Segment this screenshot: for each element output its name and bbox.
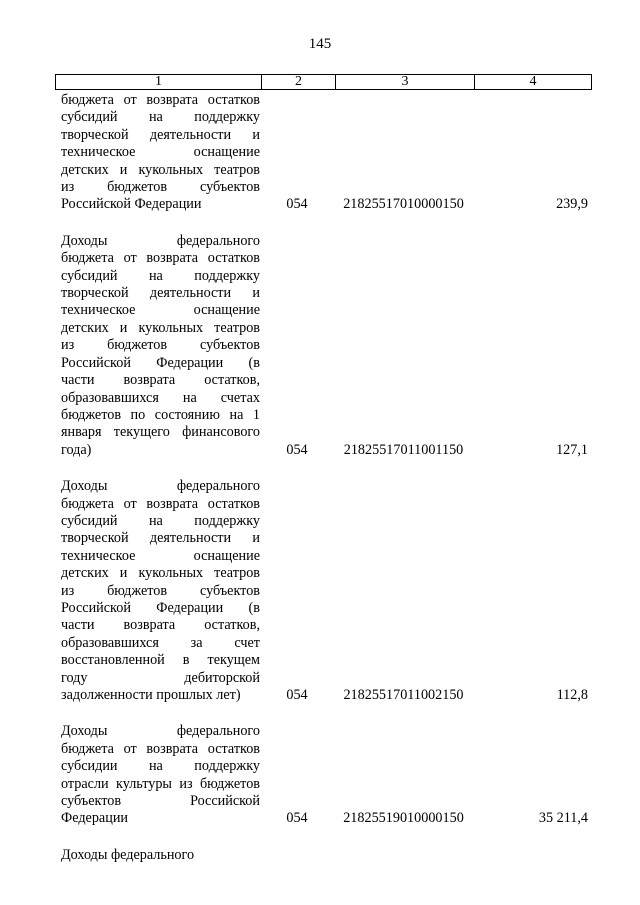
description-line: из бюджетов субъектов xyxy=(61,179,260,196)
description-line: Доходы федерального xyxy=(61,846,195,863)
description-line: образовавшихся на счетах xyxy=(61,389,260,406)
admin-code: 054 xyxy=(286,687,308,703)
description-line: творческой деятельности и xyxy=(61,530,260,547)
description-line: детских и кукольных театров xyxy=(61,319,260,336)
admin-code: 054 xyxy=(286,441,308,458)
table-body xyxy=(55,92,592,883)
description-line: образовавшихся за счет xyxy=(61,634,260,651)
description-line: января текущего финансового xyxy=(61,424,260,441)
description-line: из бюджетов субъектов xyxy=(61,582,260,599)
description-line: творческой деятельности и xyxy=(61,126,260,143)
description-line: техническое оснащение xyxy=(61,302,260,319)
table-row xyxy=(55,233,592,459)
description-line: бюджета от возврата остатков xyxy=(61,250,260,267)
amount: 239,9 xyxy=(556,196,588,213)
description-line: задолженности прошлых лет) xyxy=(61,687,241,703)
header-col-1: 1 xyxy=(155,74,162,89)
table-row xyxy=(55,847,592,864)
description-line: субсидии на поддержку xyxy=(61,758,260,775)
description-line: бюджетов по состоянию на 1 xyxy=(61,406,260,423)
description-line: части возврата остатков, xyxy=(61,372,260,389)
description-line: Доходы федерального xyxy=(61,478,260,495)
income-description xyxy=(55,233,260,459)
description-line: Федерации xyxy=(61,810,129,827)
admin-code: 054 xyxy=(286,810,308,827)
amount: 35 211,4 xyxy=(538,810,588,827)
income-description xyxy=(55,478,260,704)
income-description xyxy=(55,847,260,864)
description-line: субсидий на поддержку xyxy=(61,267,260,284)
description-line: года) xyxy=(61,441,92,458)
description-line: отрасли культуры из бюджетов xyxy=(61,775,260,792)
header-col-2: 2 xyxy=(261,75,335,89)
amount: 112,8 xyxy=(556,687,588,703)
description-line: бюджета от возврата остатков xyxy=(61,495,260,512)
header-col-4: 4 xyxy=(474,75,591,89)
kbk-code: 21825519010000150 xyxy=(343,810,464,827)
description-line: восстановленной в текущем xyxy=(61,652,260,669)
description-line: техническое оснащение xyxy=(61,547,260,564)
description-line: субсидий на поддержку xyxy=(61,512,260,529)
kbk-code: 21825517011001150 xyxy=(343,441,464,458)
amount: 127,1 xyxy=(556,441,588,458)
description-line: Российской Федерации xyxy=(61,196,202,213)
description-line: субсидий на поддержку xyxy=(61,109,260,126)
description-line: Доходы федерального xyxy=(61,232,260,249)
kbk-code: 21825517010000150 xyxy=(343,196,464,213)
table-header xyxy=(55,74,592,90)
page-number: 145 xyxy=(308,36,332,52)
description-line: бюджета от возврата остатков xyxy=(61,740,260,757)
admin-code: 054 xyxy=(286,196,308,213)
header-col-3: 3 xyxy=(335,75,474,89)
description-line: части возврата остатков, xyxy=(61,617,260,634)
table-row xyxy=(55,723,592,827)
description-line: творческой деятельности и xyxy=(61,285,260,302)
table-row xyxy=(55,478,592,704)
table-row xyxy=(55,92,592,214)
description-line: бюджета от возврата остатков xyxy=(61,92,260,108)
description-line: Российской Федерации (в xyxy=(61,599,260,616)
description-line: субъектов Российской xyxy=(61,793,260,810)
description-line: детских и кукольных театров xyxy=(61,161,260,178)
description-line: Российской Федерации (в xyxy=(61,354,260,371)
description-line: году дебиторской xyxy=(61,669,260,686)
kbk-code: 21825517011002150 xyxy=(343,687,464,703)
income-description xyxy=(55,723,260,827)
description-line: Доходы федерального xyxy=(61,723,260,740)
description-line: из бюджетов субъектов xyxy=(61,337,260,354)
description-line: детских и кукольных театров xyxy=(61,565,260,582)
description-line: техническое оснащение xyxy=(61,144,260,161)
income-description xyxy=(55,92,260,214)
